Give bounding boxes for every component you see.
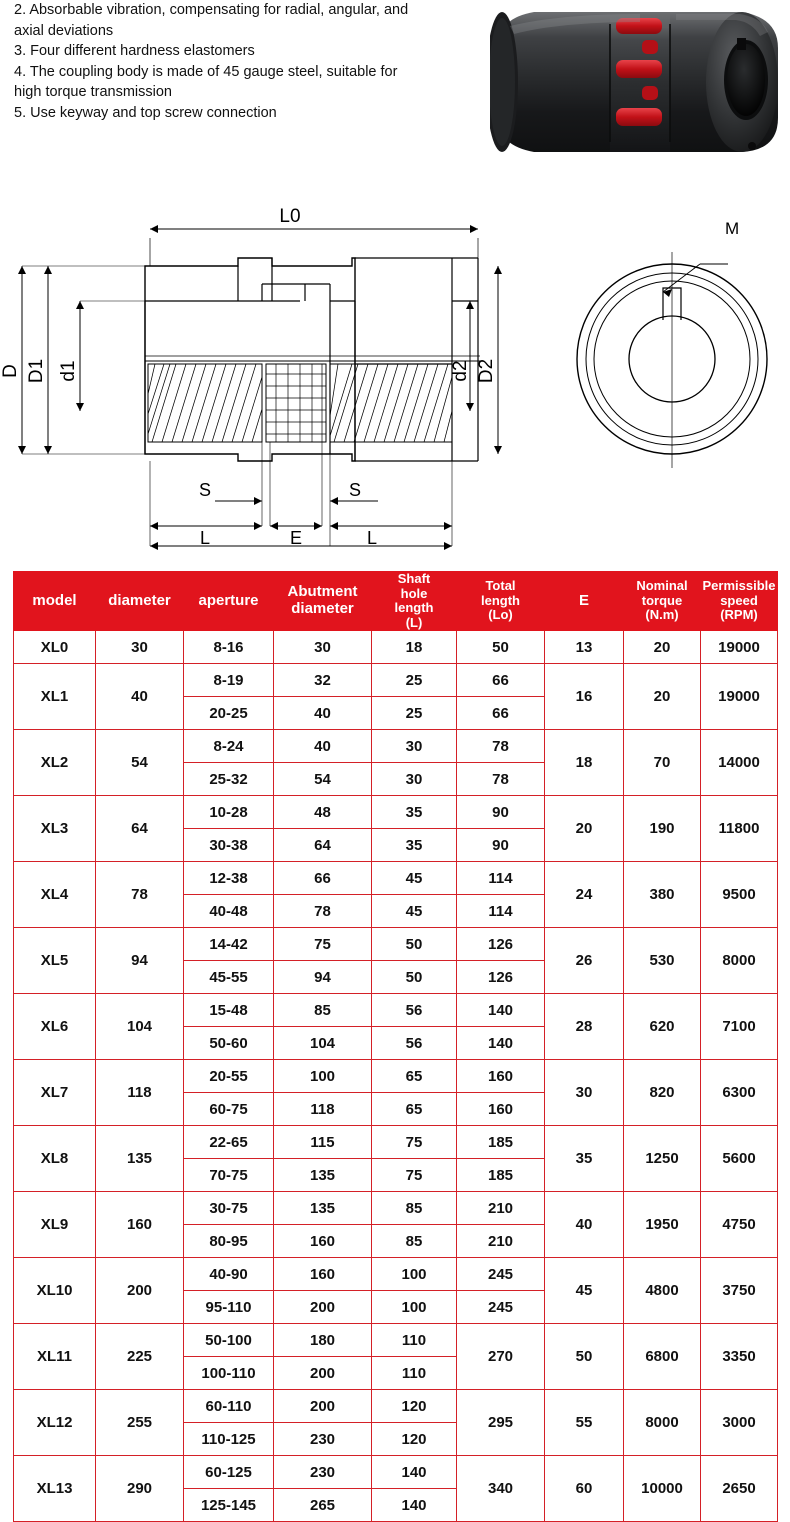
label-L-left: L [199, 528, 211, 548]
cell-aperture: 70-75 [184, 1159, 274, 1192]
cell-shaft-hole-length: 30 [372, 763, 457, 796]
cell-shaft-hole-length: 100 [372, 1258, 457, 1291]
label-M: M [725, 219, 740, 238]
cell-aperture: 95-110 [184, 1291, 274, 1324]
cell-abutment-diameter: 200 [274, 1291, 372, 1324]
cell-aperture: 20-25 [184, 697, 274, 730]
cell-shaft-hole-length: 110 [372, 1324, 457, 1357]
cell-model: XL12 [14, 1390, 96, 1456]
cell-diameter: 135 [96, 1126, 184, 1192]
cell-abutment-diameter: 104 [274, 1027, 372, 1060]
cell-shaft-hole-length: 75 [372, 1126, 457, 1159]
cell-shaft-hole-length: 140 [372, 1456, 457, 1489]
cell-e: 55 [545, 1390, 624, 1456]
cell-abutment-diameter: 78 [274, 895, 372, 928]
cell-shaft-hole-length: 18 [372, 631, 457, 664]
cell-total-length: 140 [457, 1027, 545, 1060]
cell-total-length: 114 [457, 862, 545, 895]
specification-table [13, 571, 778, 1522]
cell-abutment-diameter: 32 [274, 664, 372, 697]
cell-abutment-diameter: 200 [274, 1357, 372, 1390]
cell-model: XL6 [14, 994, 96, 1060]
cell-aperture: 30-75 [184, 1192, 274, 1225]
cell-shaft-hole-length: 75 [372, 1159, 457, 1192]
table-row [14, 994, 778, 1027]
cell-total-length: 340 [457, 1456, 545, 1522]
label-D2: D2 [476, 358, 497, 384]
cell-total-length: 160 [457, 1060, 545, 1093]
cell-shaft-hole-length: 120 [372, 1390, 457, 1423]
feature-line: high torque transmission [14, 84, 172, 101]
cell-nominal-torque: 10000 [624, 1456, 701, 1522]
feature-line: 3. Four different hardness elastomers [14, 43, 255, 60]
cell-nominal-torque: 6800 [624, 1324, 701, 1390]
cell-total-length: 245 [457, 1258, 545, 1291]
label-D: D [0, 364, 21, 378]
feature-line: 5. Use keyway and top screw connection [14, 104, 277, 121]
cell-nominal-torque: 1950 [624, 1192, 701, 1258]
cell-nominal-torque: 530 [624, 928, 701, 994]
cell-diameter: 160 [96, 1192, 184, 1258]
product-photo [490, 0, 790, 180]
table-row [14, 1324, 778, 1357]
header-aperture: aperture [184, 572, 274, 631]
cell-diameter: 54 [96, 730, 184, 796]
header-model: model [14, 572, 96, 631]
table-row [14, 1126, 778, 1159]
cell-aperture: 60-125 [184, 1456, 274, 1489]
cell-aperture: 22-65 [184, 1126, 274, 1159]
cell-nominal-torque: 820 [624, 1060, 701, 1126]
cell-e: 40 [545, 1192, 624, 1258]
cell-aperture: 60-75 [184, 1093, 274, 1126]
cell-nominal-torque: 70 [624, 730, 701, 796]
table-row [14, 928, 778, 961]
cell-diameter: 118 [96, 1060, 184, 1126]
cell-total-length: 66 [457, 697, 545, 730]
cell-shaft-hole-length: 35 [372, 796, 457, 829]
cell-permissible-speed: 19000 [701, 631, 778, 664]
cell-nominal-torque: 4800 [624, 1258, 701, 1324]
cell-total-length: 270 [457, 1324, 545, 1390]
cell-model: XL10 [14, 1258, 96, 1324]
cell-e: 24 [545, 862, 624, 928]
cell-aperture: 60-110 [184, 1390, 274, 1423]
cell-e: 35 [545, 1126, 624, 1192]
cell-diameter: 40 [96, 664, 184, 730]
cell-total-length: 245 [457, 1291, 545, 1324]
cell-shaft-hole-length: 85 [372, 1225, 457, 1258]
table-row [14, 1456, 778, 1489]
cell-shaft-hole-length: 50 [372, 928, 457, 961]
cell-shaft-hole-length: 35 [372, 829, 457, 862]
cell-abutment-diameter: 200 [274, 1390, 372, 1423]
cell-permissible-speed: 9500 [701, 862, 778, 928]
cell-aperture: 8-24 [184, 730, 274, 763]
cell-e: 30 [545, 1060, 624, 1126]
table-row [14, 862, 778, 895]
table-row [14, 631, 778, 664]
cell-permissible-speed: 3000 [701, 1390, 778, 1456]
header-diameter: diameter [96, 572, 184, 631]
cell-shaft-hole-length: 140 [372, 1489, 457, 1522]
cell-aperture: 20-55 [184, 1060, 274, 1093]
label-D1: D1 [26, 358, 47, 384]
cell-abutment-diameter: 40 [274, 697, 372, 730]
cell-model: XL0 [14, 631, 96, 664]
header-abutment-diameter: Abutment diameter [274, 572, 372, 631]
cell-permissible-speed: 11800 [701, 796, 778, 862]
cell-e: 18 [545, 730, 624, 796]
cell-abutment-diameter: 230 [274, 1456, 372, 1489]
cell-nominal-torque: 380 [624, 862, 701, 928]
cell-permissible-speed: 4750 [701, 1192, 778, 1258]
cell-e: 45 [545, 1258, 624, 1324]
cell-diameter: 200 [96, 1258, 184, 1324]
header-shaft-hole-length: Shaft hole length (L) [372, 572, 457, 631]
cell-model: XL7 [14, 1060, 96, 1126]
table-row [14, 1390, 778, 1423]
cell-aperture: 14-42 [184, 928, 274, 961]
cell-abutment-diameter: 115 [274, 1126, 372, 1159]
cell-permissible-speed: 8000 [701, 928, 778, 994]
cell-total-length: 295 [457, 1390, 545, 1456]
cell-diameter: 30 [96, 631, 184, 664]
cell-shaft-hole-length: 100 [372, 1291, 457, 1324]
cell-model: XL11 [14, 1324, 96, 1390]
cell-shaft-hole-length: 56 [372, 994, 457, 1027]
cell-shaft-hole-length: 30 [372, 730, 457, 763]
cell-e: 26 [545, 928, 624, 994]
table-row [14, 664, 778, 697]
cell-permissible-speed: 7100 [701, 994, 778, 1060]
header-total-length: Total length (Lo) [457, 572, 545, 631]
table-row [14, 730, 778, 763]
cell-total-length: 90 [457, 796, 545, 829]
cell-abutment-diameter: 118 [274, 1093, 372, 1126]
cell-aperture: 25-32 [184, 763, 274, 796]
cell-permissible-speed: 14000 [701, 730, 778, 796]
cell-e: 28 [545, 994, 624, 1060]
cell-total-length: 50 [457, 631, 545, 664]
table-row [14, 1060, 778, 1093]
cell-total-length: 114 [457, 895, 545, 928]
cell-permissible-speed: 3350 [701, 1324, 778, 1390]
cell-permissible-speed: 19000 [701, 664, 778, 730]
cell-e: 20 [545, 796, 624, 862]
cell-total-length: 66 [457, 664, 545, 697]
cell-e: 16 [545, 664, 624, 730]
cell-model: XL4 [14, 862, 96, 928]
cell-shaft-hole-length: 50 [372, 961, 457, 994]
cell-abutment-diameter: 100 [274, 1060, 372, 1093]
cell-shaft-hole-length: 25 [372, 697, 457, 730]
cell-total-length: 140 [457, 994, 545, 1027]
cell-total-length: 90 [457, 829, 545, 862]
cell-total-length: 160 [457, 1093, 545, 1126]
cell-aperture: 80-95 [184, 1225, 274, 1258]
cell-aperture: 12-38 [184, 862, 274, 895]
header-nominal-torque: Nominal torque (N.m) [624, 572, 701, 631]
cell-aperture: 10-28 [184, 796, 274, 829]
cell-model: XL1 [14, 664, 96, 730]
cell-nominal-torque: 20 [624, 664, 701, 730]
cell-permissible-speed: 6300 [701, 1060, 778, 1126]
set-screw [748, 142, 756, 150]
cell-shaft-hole-length: 65 [372, 1060, 457, 1093]
cell-diameter: 225 [96, 1324, 184, 1390]
cell-abutment-diameter: 265 [274, 1489, 372, 1522]
cell-e: 60 [545, 1456, 624, 1522]
cell-model: XL8 [14, 1126, 96, 1192]
cell-aperture: 50-60 [184, 1027, 274, 1060]
cell-permissible-speed: 2650 [701, 1456, 778, 1522]
cell-total-length: 210 [457, 1225, 545, 1258]
cell-nominal-torque: 8000 [624, 1390, 701, 1456]
label-E: E [289, 528, 303, 548]
cell-abutment-diameter: 48 [274, 796, 372, 829]
cell-model: XL2 [14, 730, 96, 796]
label-S-right: S [348, 480, 362, 500]
cell-aperture: 15-48 [184, 994, 274, 1027]
cell-nominal-torque: 1250 [624, 1126, 701, 1192]
cell-nominal-torque: 20 [624, 631, 701, 664]
feature-line: 2. Absorbable vibration, compensating for radial, angular, and [14, 2, 409, 18]
cell-shaft-hole-length: 45 [372, 895, 457, 928]
header-permissible-speed: Permissible speed (RPM) [701, 572, 778, 631]
cell-permissible-speed: 5600 [701, 1126, 778, 1192]
cell-total-length: 126 [457, 928, 545, 961]
cell-shaft-hole-length: 85 [372, 1192, 457, 1225]
cell-aperture: 45-55 [184, 961, 274, 994]
cell-e: 13 [545, 631, 624, 664]
cell-model: XL9 [14, 1192, 96, 1258]
label-L0: L0 [279, 206, 301, 227]
cell-nominal-torque: 620 [624, 994, 701, 1060]
label-d1: d1 [58, 360, 79, 382]
cell-shaft-hole-length: 25 [372, 664, 457, 697]
cell-total-length: 126 [457, 961, 545, 994]
header-e: E [545, 572, 624, 631]
cell-shaft-hole-length: 45 [372, 862, 457, 895]
cell-abutment-diameter: 135 [274, 1192, 372, 1225]
cell-diameter: 94 [96, 928, 184, 994]
cell-shaft-hole-length: 56 [372, 1027, 457, 1060]
cell-aperture: 30-38 [184, 829, 274, 862]
cell-aperture: 50-100 [184, 1324, 274, 1357]
cell-aperture: 125-145 [184, 1489, 274, 1522]
cell-total-length: 185 [457, 1126, 545, 1159]
cell-abutment-diameter: 180 [274, 1324, 372, 1357]
table-row [14, 1258, 778, 1291]
cell-aperture: 8-16 [184, 631, 274, 664]
cell-abutment-diameter: 160 [274, 1225, 372, 1258]
cell-model: XL5 [14, 928, 96, 994]
table-header-row [14, 572, 778, 631]
table-body [14, 631, 778, 1522]
cell-aperture: 40-90 [184, 1258, 274, 1291]
cell-abutment-diameter: 94 [274, 961, 372, 994]
technical-drawing [0, 196, 790, 568]
cell-diameter: 78 [96, 862, 184, 928]
cell-total-length: 78 [457, 763, 545, 796]
cell-e: 50 [545, 1324, 624, 1390]
cell-shaft-hole-length: 120 [372, 1423, 457, 1456]
cell-aperture: 110-125 [184, 1423, 274, 1456]
cell-model: XL13 [14, 1456, 96, 1522]
table-row [14, 796, 778, 829]
cell-total-length: 78 [457, 730, 545, 763]
cell-total-length: 210 [457, 1192, 545, 1225]
cell-diameter: 64 [96, 796, 184, 862]
cell-abutment-diameter: 30 [274, 631, 372, 664]
cell-model: XL3 [14, 796, 96, 862]
cell-abutment-diameter: 75 [274, 928, 372, 961]
cell-aperture: 40-48 [184, 895, 274, 928]
cell-abutment-diameter: 66 [274, 862, 372, 895]
cell-abutment-diameter: 40 [274, 730, 372, 763]
cell-diameter: 290 [96, 1456, 184, 1522]
cell-abutment-diameter: 54 [274, 763, 372, 796]
cell-abutment-diameter: 135 [274, 1159, 372, 1192]
cell-diameter: 255 [96, 1390, 184, 1456]
cell-abutment-diameter: 230 [274, 1423, 372, 1456]
table-row [14, 1192, 778, 1225]
cell-abutment-diameter: 64 [274, 829, 372, 862]
cell-aperture: 8-19 [184, 664, 274, 697]
label-L-right: L [366, 528, 378, 548]
feature-line: 4. The coupling body is made of 45 gauge steel, suitable for [14, 63, 398, 80]
label-d2: d2 [450, 360, 471, 382]
feature-list [14, 0, 484, 123]
cell-total-length: 185 [457, 1159, 545, 1192]
cell-abutment-diameter: 85 [274, 994, 372, 1027]
label-S-left: S [198, 480, 212, 500]
feature-line: axial deviations [14, 22, 114, 39]
cell-diameter: 104 [96, 994, 184, 1060]
cell-permissible-speed: 3750 [701, 1258, 778, 1324]
cell-aperture: 100-110 [184, 1357, 274, 1390]
cell-shaft-hole-length: 65 [372, 1093, 457, 1126]
cell-nominal-torque: 190 [624, 796, 701, 862]
cell-shaft-hole-length: 110 [372, 1357, 457, 1390]
cell-abutment-diameter: 160 [274, 1258, 372, 1291]
